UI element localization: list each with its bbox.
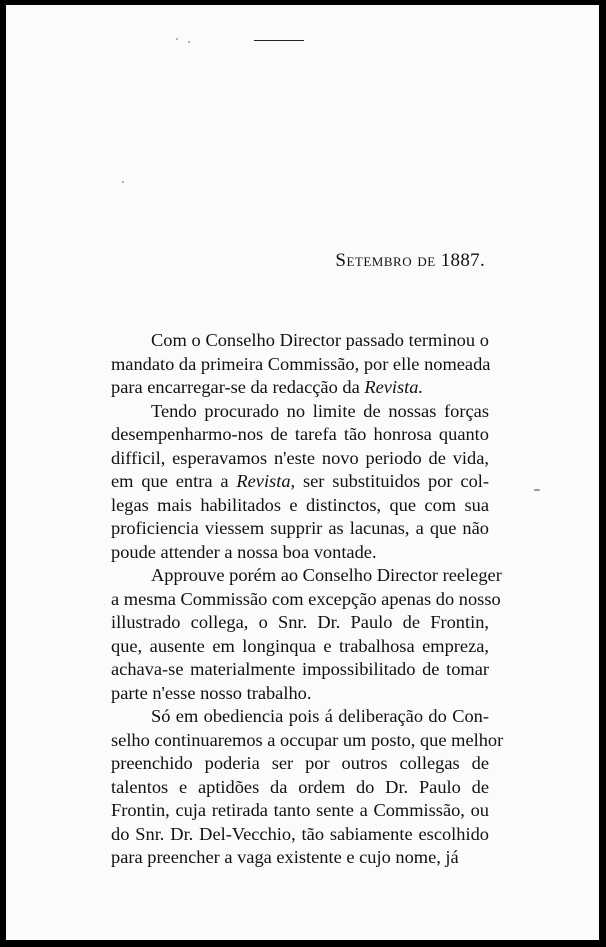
text-segment: Com o Conselho Director passado terminou o — [151, 330, 489, 350]
date-year: 1887. — [440, 250, 485, 271]
text-segment: do Snr. Dr. Del-Vecchio, tão sabiamente escolhido — [111, 823, 489, 844]
text-segment: que, ausente em longinqua e trabalhosa empreza, — [111, 635, 489, 656]
scan-speck — [188, 41, 190, 43]
text-line — [111, 682, 489, 706]
text-segment: parte n'esse nosso trabalho. — [111, 682, 312, 703]
text-segment: legas mais habilitados e distinctos, que com sua — [111, 494, 489, 515]
text-segment: difficil, esperavamos n'este novo periodo de vida, — [111, 447, 489, 468]
scan-speck — [534, 489, 540, 491]
text-segment: para preencher a vaga existente e cujo nome, já — [111, 847, 459, 867]
text-segment: poude attender a nossa boa vontade. — [111, 541, 377, 562]
text-line — [111, 611, 489, 635]
text-segment: a mesma Commissão com excepção apenas do nosso — [111, 588, 501, 609]
text-segment: selho continuaremos a occupar um posto, que melhor — [111, 729, 504, 750]
text-line — [111, 799, 489, 823]
body-text — [111, 329, 504, 870]
text-line — [111, 729, 504, 753]
text-line — [111, 846, 489, 870]
text-segment: Frontin, cuja retirada tanto sente a Commissão, ou — [111, 800, 489, 820]
text-line — [111, 705, 489, 729]
text-segment: em que entra a — [111, 471, 237, 491]
text-segment: mandato da primeira Commissão, por elle nomeada — [111, 353, 491, 374]
text-segment: Approuve porém ao Conselho Director reeleger — [151, 565, 502, 585]
text-line — [111, 776, 489, 800]
text-line — [111, 658, 489, 682]
text-line — [111, 447, 489, 471]
text-segment: achava-se materialmente impossibilitado de tomar — [111, 659, 489, 679]
text-segment: ser substituidos por col- — [295, 471, 489, 491]
text-segment: preenchido poderia ser por outros collegas de — [111, 753, 489, 773]
text-line — [111, 564, 502, 588]
text-segment: Tendo procurado no limite de nossas forças — [151, 400, 489, 421]
text-line — [111, 329, 489, 353]
top-rule — [254, 40, 304, 41]
text-line — [111, 376, 489, 400]
text-segment: Só em obediencia pois á deliberação do Con- — [151, 706, 489, 726]
text-line — [111, 353, 489, 377]
text-line — [111, 823, 489, 847]
text-line — [111, 588, 501, 612]
text-segment: illustrado collega, o Snr. Dr. Paulo de Frontin, — [111, 612, 489, 632]
date-month: Setembro de — [335, 250, 436, 271]
scan-speck — [176, 38, 178, 40]
text-segment: Revista, — [236, 471, 296, 491]
text-line — [111, 541, 489, 565]
text-line — [111, 494, 489, 518]
text-segment: proficiencia viessem supprir as lacunas, a que não — [111, 518, 489, 538]
text-line — [111, 470, 489, 494]
text-line — [111, 400, 489, 424]
text-segment: desempenharmo-nos de tarefa tão honrosa quanto — [111, 424, 489, 444]
scan-speck — [122, 181, 124, 183]
text-line — [111, 517, 489, 541]
text-segment: Revista. — [364, 377, 424, 397]
text-line — [111, 752, 489, 776]
text-segment: talentos e aptidões da ordem do Dr. Paulo de — [111, 776, 489, 797]
text-line — [111, 423, 489, 447]
date-heading — [335, 250, 485, 272]
text-line — [111, 635, 489, 659]
text-segment: para encarregar-se da redacção da — [111, 377, 365, 397]
document-page — [6, 5, 599, 940]
